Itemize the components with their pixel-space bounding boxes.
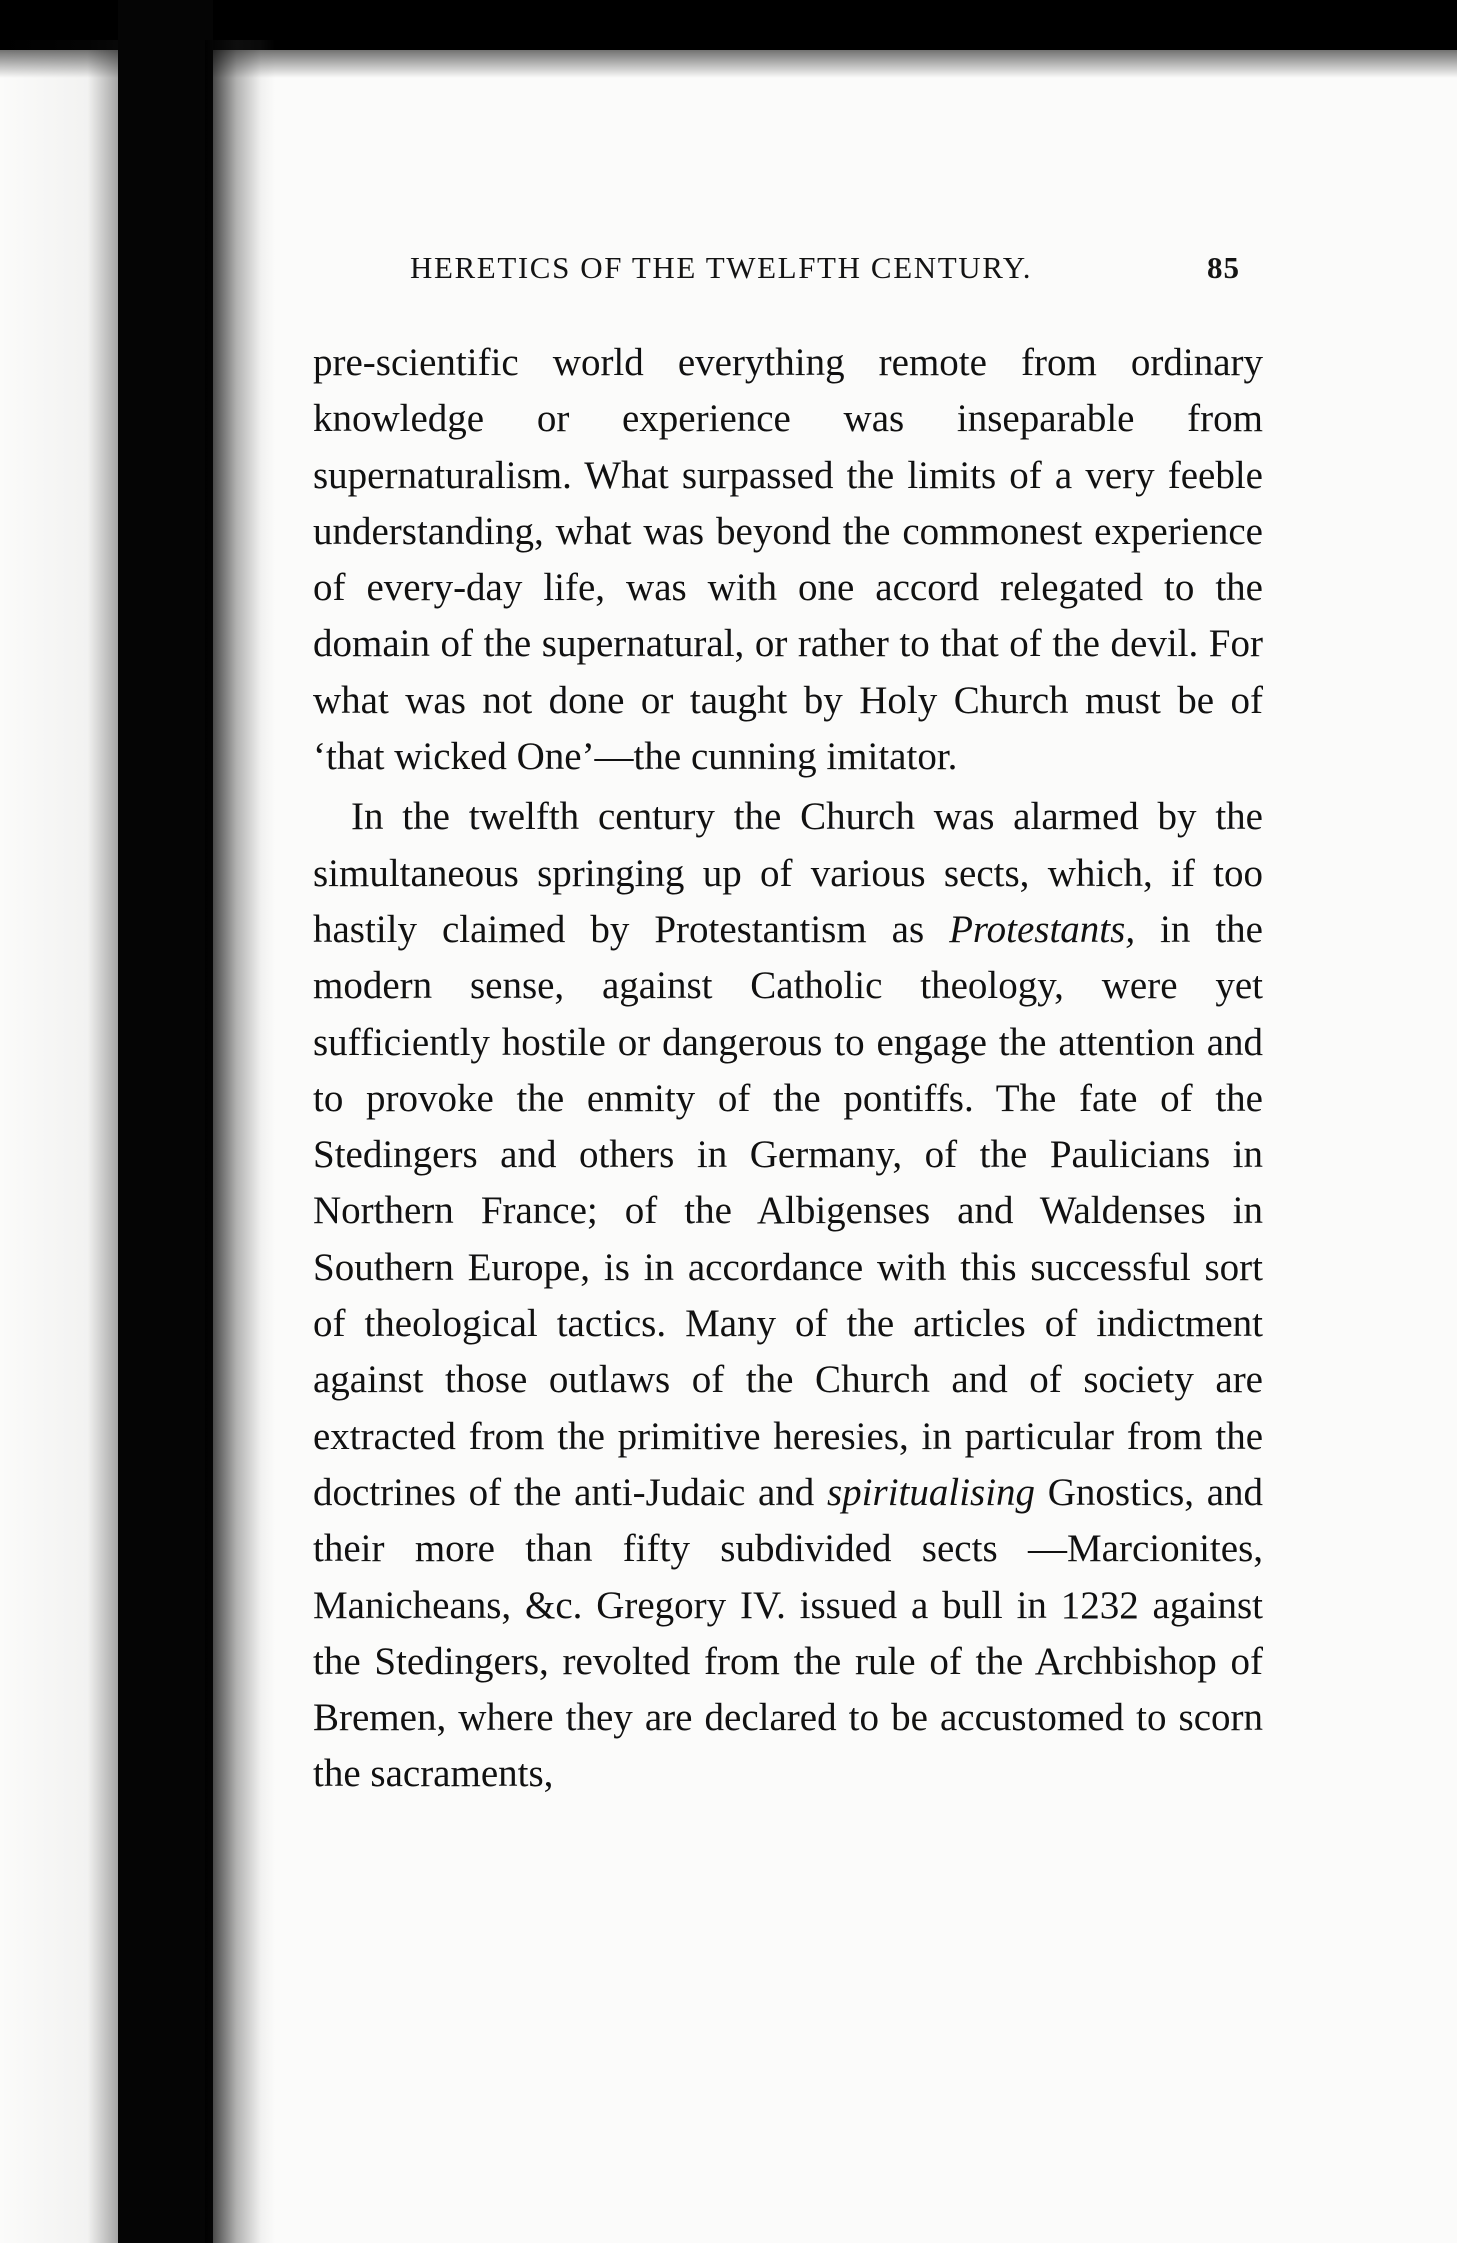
body-text <box>313 335 1263 1803</box>
running-head-title: HERETICS OF THE TWELFTH CENTURY. <box>410 250 1033 285</box>
paragraph-text: in the modern sense, against Catholic theology, were yet sufficiently hostile or dangerous to engage the attention and to provoke the enmity of the pontiffs. The fate of the Stedingers and others in Germany, of the Paulicians in Northern France; of the Albigenses and Waldenses in Southern Europe, is in accordance with this successful sort of theological tactics. Many of the articles of indictment against those outlaws of the Church and of society are extracted from the primitive heresies, in particular from the doctrines of the anti-Judaic and <box>313 907 1263 1514</box>
scan-gutter-shadow <box>118 0 213 2243</box>
page-number: 85 <box>1207 250 1240 285</box>
paragraph-text: In the twelfth century the Church was alarmed by the simultaneous springing up of various sects, which, if too hastily claimed by Protestantism as <box>313 795 1263 951</box>
paragraph-continuation <box>313 335 1263 785</box>
paragraph-text: Gnostics, and their more than fifty subdivided sects —Marcionites, Manicheans, &c. Gregory IV. issued a bull in 1232 against the Stedingers, revolted from the rule of the Archbishop of Bremen, where they are declared to be accustomed to scorn the sacraments, <box>313 1470 1264 1796</box>
scan-gutter-edge <box>205 40 275 2243</box>
paragraph-text: pre-scientific world everything remote from ordinary knowledge or experience was inseparable from supernaturalism. What surpassed the limits of a very feeble understanding, what was beyond the commonest experience of every-day life, was with one accord relegated to the domain of the supernatural, or rather to that of the devil. For what was not done or taught by Holy Church must be of ‘that wicked One’—the cunning imitator. <box>313 341 1263 779</box>
paragraph-twelfth-century <box>313 789 1263 1802</box>
italic-protestants: Protestants, <box>949 907 1136 951</box>
scan-left-margin <box>0 40 125 2243</box>
italic-spiritualising: spiritualising <box>827 1470 1036 1514</box>
running-head <box>310 250 1260 290</box>
